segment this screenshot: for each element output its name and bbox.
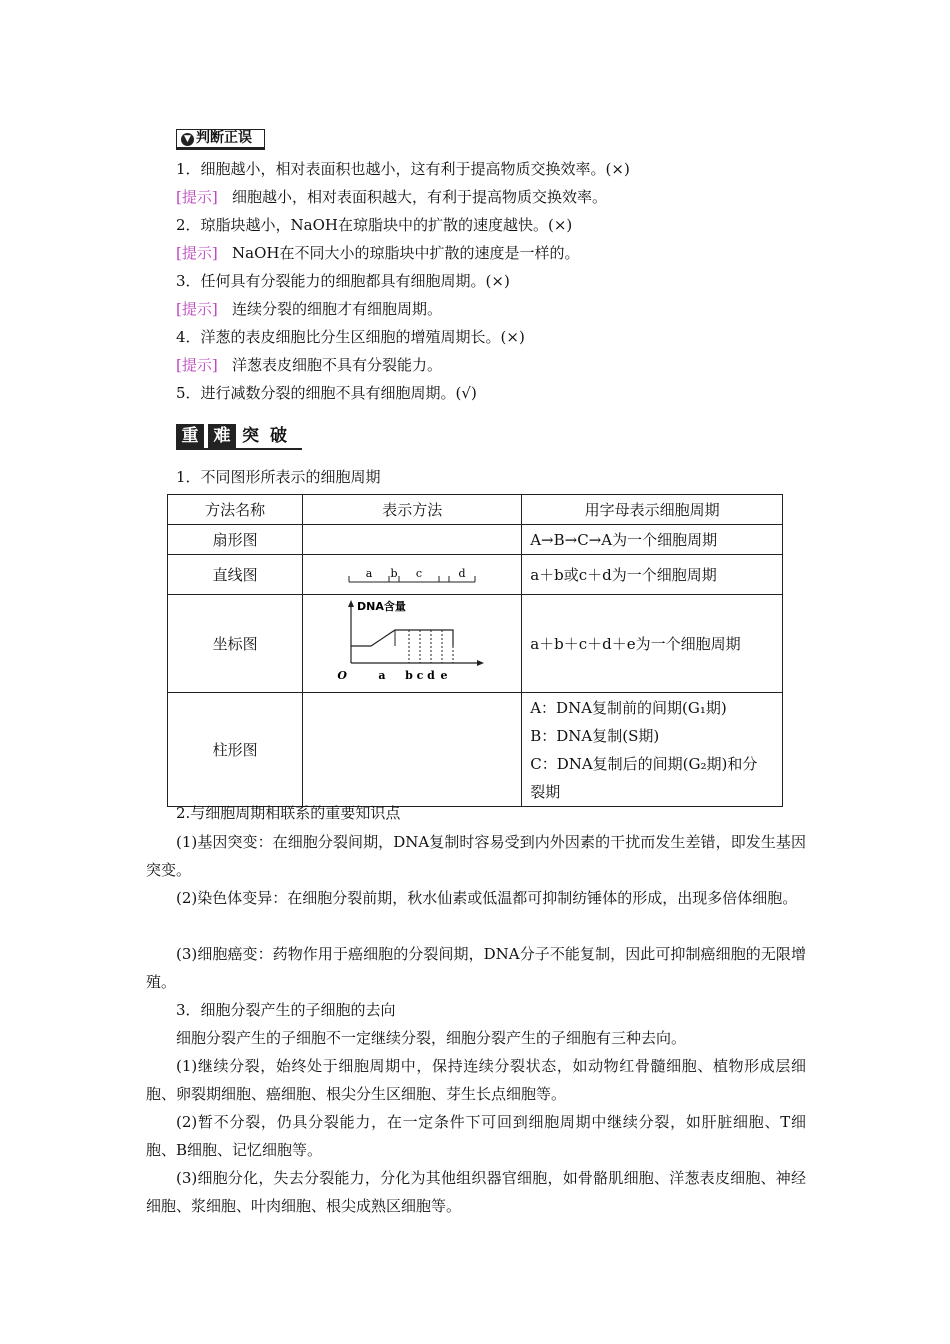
judge-hint-4 — [176, 355, 442, 375]
heading-char: 破 — [270, 426, 287, 446]
hint-tag: [提示] — [176, 300, 218, 318]
judge-section-badge — [176, 129, 265, 150]
cell-cycle-table — [167, 494, 783, 807]
desc-line: A：DNA复制前的间期(G₁期) — [530, 698, 727, 717]
method-desc: a＋b＋c＋d＋e为一个细胞周期 — [522, 595, 783, 693]
knowledge-title: 2.与细胞周期相联系的重要知识点 — [176, 804, 401, 822]
judge-item-1: 1．细胞越小，相对表面积也越小，这有利于提高物质交换效率。(×) — [176, 160, 630, 178]
key-difficulty-heading — [176, 424, 302, 450]
judge-hint-1 — [176, 187, 607, 207]
header-cell: 方法名称 — [168, 495, 303, 525]
x-tick-label: b — [405, 669, 414, 682]
judge-item-4: 4．洋葱的表皮细胞比分生区细胞的增殖周期长。(×) — [176, 328, 525, 346]
method-desc — [522, 693, 783, 807]
method-name: 坐标图 — [168, 595, 303, 693]
heading-char: 突 — [242, 426, 259, 446]
x-tick-label: e — [440, 669, 448, 682]
desc-line: C：DNA复制后的间期(G₂期)和分 — [530, 754, 758, 773]
heading-char: 重 — [176, 424, 204, 448]
segment-label: d — [458, 567, 466, 580]
y-axis-label: DNA含量 — [357, 600, 407, 613]
hint-text: 连续分裂的细胞才有细胞周期。 — [232, 300, 443, 318]
hint-text: NaOH在不同大小的琼脂块中扩散的速度是一样的。 — [232, 244, 580, 262]
table-header-row — [168, 495, 783, 525]
fate-item-3: (3)细胞分化，失去分裂能力，分化为其他组织器官细胞，如骨骼肌细胞、洋葱表皮细胞、神经细胞、浆细胞、叶肉细胞、根尖成熟区细胞等。 — [146, 1169, 806, 1215]
method-figure — [303, 693, 522, 807]
fate-item-2: (2)暂不分裂，仍具分裂能力，在一定条件下可回到细胞周期中继续分裂，如肝脏细胞、T细胞、B细胞、记忆细胞等。 — [146, 1113, 806, 1159]
judge-hint-2 — [176, 243, 579, 263]
x-tick-label: a — [378, 669, 386, 682]
segment-label: b — [390, 567, 398, 580]
hint-text: 细胞越小，相对表面积越大，有利于提高物质交换效率。 — [232, 188, 608, 206]
judge-hint-3 — [176, 299, 442, 319]
desc-line: 裂期 — [530, 782, 561, 801]
knowledge-item-2: (2)染色体变异：在细胞分裂前期，秋水仙素或低温都可抑制纺锤体的形成，出现多倍体细胞。 — [176, 889, 798, 907]
triangle-down-icon: ▼ — [181, 133, 194, 146]
heading-underline — [176, 448, 302, 450]
method-figure — [303, 555, 522, 595]
heading-char: 难 — [208, 424, 236, 448]
hint-tag: [提示] — [176, 188, 218, 206]
table-row — [168, 525, 783, 555]
fate-title: 3．细胞分裂产生的子细胞的去向 — [176, 1001, 396, 1019]
method-desc: a＋b或c＋d为一个细胞周期 — [522, 555, 783, 595]
method-name: 扇形图 — [168, 525, 303, 555]
method-figure — [303, 595, 522, 693]
table-row — [168, 693, 783, 807]
method-desc: A→B→C→A为一个细胞周期 — [522, 525, 783, 555]
judge-item-2: 2．琼脂块越小，NaOH在琼脂块中的扩散的速度越快。(×) — [176, 216, 573, 234]
line-diagram — [303, 555, 521, 594]
judge-item-3: 3．任何具有分裂能力的细胞都具有细胞周期。(×) — [176, 272, 510, 290]
method-name: 柱形图 — [168, 693, 303, 807]
table-title: 1．不同图形所表示的细胞周期 — [176, 468, 381, 486]
segment-label: a — [365, 567, 373, 580]
x-tick-label: d — [427, 669, 436, 682]
origin-label: O — [337, 669, 348, 682]
header-cell: 表示方法 — [303, 495, 522, 525]
judge-item-5: 5．进行减数分裂的细胞不具有细胞周期。(√) — [176, 384, 477, 402]
method-name: 直线图 — [168, 555, 303, 595]
hint-tag: [提示] — [176, 244, 218, 262]
header-cell: 用字母表示细胞周期 — [522, 495, 783, 525]
badge-label: 判断正误 — [196, 130, 252, 146]
table-row — [168, 595, 783, 693]
segment-label: c — [416, 567, 423, 580]
x-tick-label: c — [416, 669, 424, 682]
table-row — [168, 555, 783, 595]
fate-intro: 细胞分裂产生的子细胞不一定继续分裂，细胞分裂产生的子细胞有三种去向。 — [176, 1029, 687, 1047]
knowledge-item-3: (3)细胞癌变：药物作用于癌细胞的分裂间期，DNA分子不能复制，因此可抑制癌细胞的无限增殖。 — [146, 945, 806, 991]
hint-tag: [提示] — [176, 356, 218, 374]
method-figure — [303, 525, 522, 555]
desc-line: B：DNA复制(S期) — [530, 726, 660, 745]
coordinate-diagram — [303, 595, 521, 692]
knowledge-item-1: (1)基因突变：在细胞分裂间期，DNA复制时容易受到内外因素的干扰而发生差错，即发生基因突变。 — [146, 833, 806, 879]
fate-item-1: (1)继续分裂，始终处于细胞周期中，保持连续分裂状态，如动物红骨髓细胞、植物形成层细胞、卵裂期细胞、癌细胞、根尖分生区细胞、芽生长点细胞等。 — [146, 1057, 806, 1103]
hint-text: 洋葱表皮细胞不具有分裂能力。 — [232, 356, 443, 374]
